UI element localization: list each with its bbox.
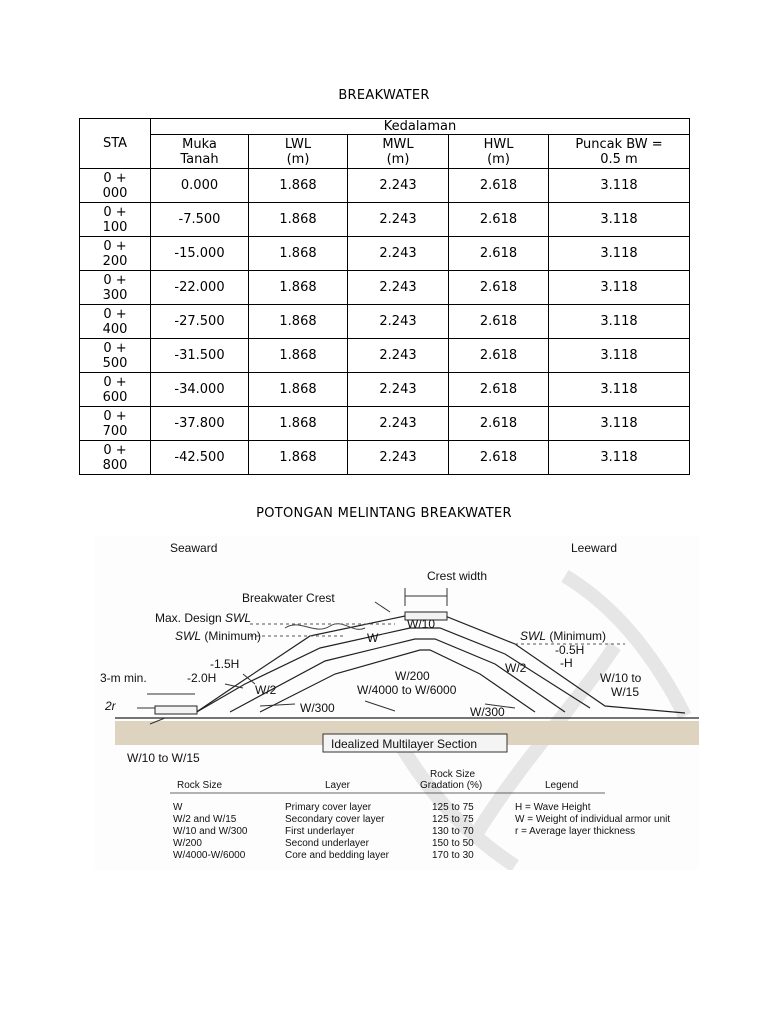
value-cell: -22.000 — [151, 271, 249, 305]
breakwater-table — [79, 118, 690, 475]
value-cell: 2.618 — [449, 339, 549, 373]
header-muka-tanah: Muka Tanah — [151, 135, 249, 169]
three-m-min-label: 3-m min. — [100, 671, 147, 685]
value-cell: 1.868 — [249, 373, 348, 407]
value-cell: 2.243 — [348, 203, 449, 237]
table-row — [80, 169, 690, 203]
sta-cell: 0 + 400 — [80, 305, 151, 339]
legend-header-legend: Legend — [545, 780, 579, 791]
value-cell: 1.868 — [249, 407, 348, 441]
value-cell: -27.500 — [151, 305, 249, 339]
value-cell: 0.000 — [151, 169, 249, 203]
w2-right-label: W/2 — [505, 661, 527, 675]
legend-rock-size: W/2 and W/15 — [173, 814, 237, 825]
legend-rock-size: W/10 and W/300 — [173, 826, 248, 837]
value-cell: 2.243 — [348, 305, 449, 339]
legend-gradation: 125 to 75 — [432, 802, 474, 813]
w15-right-label: W/15 — [611, 685, 640, 699]
value-cell: 3.118 — [549, 203, 690, 237]
table-row — [80, 339, 690, 373]
legend-header-gradation-1: Rock Size — [430, 769, 476, 780]
sta-cell: 0 + 200 — [80, 237, 151, 271]
w300-right-label: W/300 — [470, 705, 505, 719]
value-cell: 2.618 — [449, 271, 549, 305]
two-r-label: 2r — [105, 699, 116, 713]
value-cell: 3.118 — [549, 407, 690, 441]
header-kedalaman: Kedalaman — [151, 119, 690, 135]
page-title: BREAKWATER — [338, 88, 430, 103]
cross-section-diagram — [95, 536, 699, 870]
legend-layer: Primary cover layer — [285, 802, 372, 813]
value-cell: -37.800 — [151, 407, 249, 441]
value-cell: 2.618 — [449, 203, 549, 237]
value-cell: 2.618 — [449, 237, 549, 271]
table-row — [80, 373, 690, 407]
value-cell: 2.243 — [348, 373, 449, 407]
header-lwl: LWL (m) — [249, 135, 348, 169]
value-cell: 1.868 — [249, 169, 348, 203]
swl-min-right-label: SWL (Minimum) — [520, 629, 607, 643]
value-cell: 1.868 — [249, 237, 348, 271]
w200-label: W/200 — [395, 669, 430, 683]
header-hwl: HWL (m) — [449, 135, 549, 169]
header-mwl: MWL (m) — [348, 135, 449, 169]
value-cell: -34.000 — [151, 373, 249, 407]
negh-label: -H — [560, 656, 573, 670]
breakwater-crest-label: Breakwater Crest — [242, 591, 335, 605]
legend-definition: W = Weight of individual armor unit — [515, 814, 671, 825]
legend-rock-size: W/4000-W/6000 — [173, 850, 246, 861]
value-cell: 2.618 — [449, 407, 549, 441]
value-cell: 2.243 — [348, 441, 449, 475]
value-cell: 2.243 — [348, 237, 449, 271]
value-cell: 3.118 — [549, 373, 690, 407]
value-cell: 3.118 — [549, 305, 690, 339]
w-label: W — [367, 631, 379, 645]
sta-cell: 0 + 500 — [80, 339, 151, 373]
breakwater-cross-section-figure — [95, 536, 699, 870]
value-cell: -7.500 — [151, 203, 249, 237]
value-cell: 2.618 — [449, 169, 549, 203]
legend-layer: Second underlayer — [285, 838, 369, 849]
value-cell: 1.868 — [249, 339, 348, 373]
table-row — [80, 305, 690, 339]
legend-rock-size: W/200 — [173, 838, 202, 849]
w4000-label: W/4000 to W/6000 — [357, 683, 457, 697]
sta-cell: 0 + 600 — [80, 373, 151, 407]
w10-to-w15-left-label: W/10 to W/15 — [127, 751, 200, 765]
neg15h-label: -1.5H — [210, 657, 240, 671]
value-cell: 3.118 — [549, 169, 690, 203]
idealized-label: Idealized Multilayer Section — [331, 737, 478, 751]
legend-layer: Secondary cover layer — [285, 814, 385, 825]
header-puncak-bw: Puncak BW = 0.5 m — [549, 135, 690, 169]
legend-definition: H = Wave Height — [515, 802, 591, 813]
value-cell: 1.868 — [249, 305, 348, 339]
legend-rock-size: W — [173, 802, 183, 813]
w2-left-label: W/2 — [255, 683, 277, 697]
sta-cell: 0 + 700 — [80, 407, 151, 441]
legend-table — [170, 769, 670, 861]
table-row — [80, 441, 690, 475]
neg05h-label: -0.5H — [555, 643, 585, 657]
value-cell: 1.868 — [249, 271, 348, 305]
sta-cell: 0 + 000 — [80, 169, 151, 203]
sta-cell: 0 + 100 — [80, 203, 151, 237]
seaward-label: Seaward — [170, 541, 218, 555]
value-cell: 2.243 — [348, 407, 449, 441]
legend-gradation: 125 to 75 — [432, 814, 474, 825]
legend-layer: Core and bedding layer — [285, 850, 389, 861]
neg20h-label: -2.0H — [187, 671, 217, 685]
legend-header-rock-size: Rock Size — [177, 780, 223, 791]
value-cell: 3.118 — [549, 441, 690, 475]
sta-cell: 0 + 800 — [80, 441, 151, 475]
sta-cell: 0 + 300 — [80, 271, 151, 305]
value-cell: 2.243 — [348, 169, 449, 203]
value-cell: 3.118 — [549, 237, 690, 271]
value-cell: 1.868 — [249, 203, 348, 237]
legend-gradation: 150 to 50 — [432, 838, 474, 849]
max-design-swl-label: Max. Design SWL — [155, 611, 252, 625]
w10-crest-label: W/10 — [407, 617, 436, 631]
armor-units — [155, 612, 447, 714]
value-cell: -31.500 — [151, 339, 249, 373]
swl-min-left-label: SWL (Minimum) — [175, 629, 262, 643]
value-cell: 2.618 — [449, 441, 549, 475]
value-cell: 2.618 — [449, 305, 549, 339]
leeward-label: Leeward — [571, 541, 618, 555]
value-cell: 1.868 — [249, 441, 348, 475]
section-title: POTONGAN MELINTANG BREAKWATER — [256, 506, 512, 521]
value-cell: 3.118 — [549, 339, 690, 373]
value-cell: -15.000 — [151, 237, 249, 271]
legend-gradation: 170 to 30 — [432, 850, 474, 861]
legend-header-gradation-2: Gradation (%) — [420, 780, 483, 791]
legend-rows — [173, 802, 670, 861]
w10-to-right-label: W/10 to — [600, 671, 642, 685]
w300-left-label: W/300 — [300, 701, 335, 715]
crest-width-label: Crest width — [427, 569, 488, 583]
value-cell: 2.243 — [348, 271, 449, 305]
value-cell: -42.500 — [151, 441, 249, 475]
legend-gradation: 130 to 70 — [432, 826, 474, 837]
legend-layer: First underlayer — [285, 826, 355, 837]
legend-header-layer: Layer — [325, 780, 351, 791]
value-cell: 2.618 — [449, 373, 549, 407]
legend-definition: r = Average layer thickness — [515, 826, 636, 837]
table-row — [80, 271, 690, 305]
table-row — [80, 407, 690, 441]
table-row — [80, 203, 690, 237]
table-row — [80, 237, 690, 271]
header-sta: STA — [80, 119, 151, 169]
value-cell: 2.243 — [348, 339, 449, 373]
value-cell: 3.118 — [549, 271, 690, 305]
